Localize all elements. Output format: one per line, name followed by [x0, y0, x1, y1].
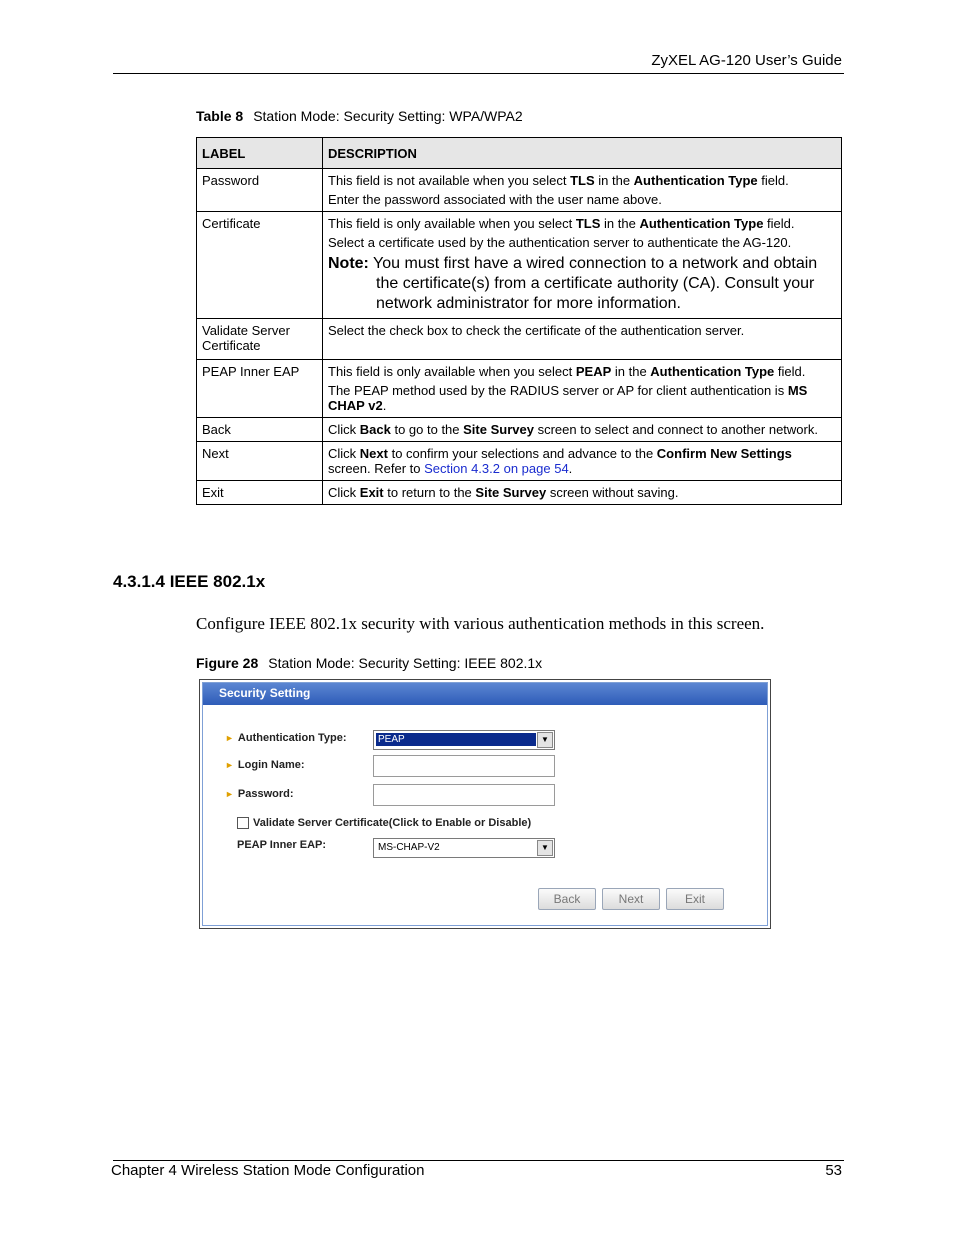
row-label-next: Next	[197, 442, 323, 481]
footer-rule	[113, 1160, 844, 1161]
validate-server-checkbox[interactable]	[237, 817, 249, 829]
auth-type-label: ► Authentication Type:	[225, 732, 347, 744]
row-label-validate: Validate Server Certificate	[197, 319, 323, 360]
table-row	[197, 169, 842, 212]
table-row	[197, 319, 842, 360]
table-row	[197, 481, 842, 505]
footer-page-number: 53	[825, 1162, 842, 1179]
header-description: DESCRIPTION	[323, 138, 842, 169]
password-label: ► Password:	[225, 788, 294, 800]
auth-type-select[interactable]	[373, 730, 555, 750]
section-link[interactable]: Section 4.3.2 on page 54	[424, 461, 569, 476]
table-caption	[196, 108, 523, 124]
login-name-label: ► Login Name:	[225, 759, 305, 771]
back-button[interactable]: Back	[538, 888, 596, 910]
row-desc-certificate: This field is only available when you select TLS in the Authentication Type field. Select a certificate used by the authentication server to authenticate the AG-120. Note: You must first have a wired connection to a network and obtain the certificate(s) from a certificate authority (CA). Consult your network administrator for more information.	[323, 212, 842, 319]
row-desc-exit: Click Exit to return to the Site Survey screen without saving.	[323, 481, 842, 505]
validate-server-label: Validate Server Certificate(Click to Enable or Disable)	[253, 817, 532, 829]
table-row	[197, 212, 842, 319]
row-label-certificate: Certificate	[197, 212, 323, 319]
orange-arrow-icon: ►	[225, 789, 234, 799]
next-button[interactable]: Next	[602, 888, 660, 910]
settings-table	[196, 137, 842, 505]
auth-type-value: PEAP	[376, 733, 536, 746]
footer-chapter: Chapter 4 Wireless Station Mode Configuration	[111, 1162, 425, 1179]
security-setting-screenshot	[199, 679, 771, 929]
table-row	[197, 418, 842, 442]
row-desc-validate: Select the check box to check the certificate of the authentication server.	[323, 319, 842, 360]
table-title: Station Mode: Security Setting: WPA/WPA2	[253, 108, 523, 124]
chevron-down-icon[interactable]: ▼	[537, 840, 553, 856]
figure-caption	[196, 655, 542, 671]
row-label-password: Password	[197, 169, 323, 212]
row-desc-next: Click Next to confirm your selections and advance to the Confirm New Settings screen. Refer to Section 4.3.2 on page 54.	[323, 442, 842, 481]
peap-inner-eap-value: MS-CHAP-V2	[378, 842, 440, 853]
header-rule	[113, 73, 844, 74]
table-row	[197, 442, 842, 481]
panel-title: Security Setting	[203, 683, 767, 705]
row-label-peap: PEAP Inner EAP	[197, 360, 323, 418]
exit-button[interactable]: Exit	[666, 888, 724, 910]
row-label-exit: Exit	[197, 481, 323, 505]
peap-inner-eap-label: PEAP Inner EAP:	[237, 839, 327, 851]
table-row	[197, 360, 842, 418]
row-desc-back: Click Back to go to the Site Survey screen to select and connect to another network.	[323, 418, 842, 442]
password-input[interactable]	[373, 784, 555, 806]
running-header: ZyXEL AG-120 User’s Guide	[651, 52, 842, 69]
row-label-back: Back	[197, 418, 323, 442]
table-header-row	[197, 138, 842, 169]
peap-inner-eap-select[interactable]	[373, 838, 555, 858]
table-number: Table 8	[196, 108, 244, 124]
chevron-down-icon[interactable]: ▼	[537, 732, 553, 748]
row-desc-peap: This field is only available when you select PEAP in the Authentication Type field. The PEAP method used by the RADIUS server or AP for client authentication is MS CHAP v2.	[323, 360, 842, 418]
security-setting-panel	[202, 682, 768, 926]
orange-arrow-icon: ►	[225, 733, 234, 743]
header-label: LABEL	[197, 138, 323, 169]
login-name-input[interactable]	[373, 755, 555, 777]
certificate-note: Note: You must first have a wired connection to a network and obtain the certificate(s) from a certificate authority (CA). Consult your network administrator for more information.	[328, 255, 818, 312]
orange-arrow-icon: ►	[225, 760, 234, 770]
figure-number: Figure 28	[196, 655, 259, 671]
figure-title: Station Mode: Security Setting: IEEE 802.1x	[268, 655, 543, 671]
section-heading: 4.3.1.4 IEEE 802.1x	[113, 572, 266, 591]
row-desc-password: This field is not available when you select TLS in the Authentication Type field. Enter the password associated with the user name above.	[323, 169, 842, 212]
section-body: Configure IEEE 802.1x security with various authentication methods in this screen.	[196, 614, 765, 633]
